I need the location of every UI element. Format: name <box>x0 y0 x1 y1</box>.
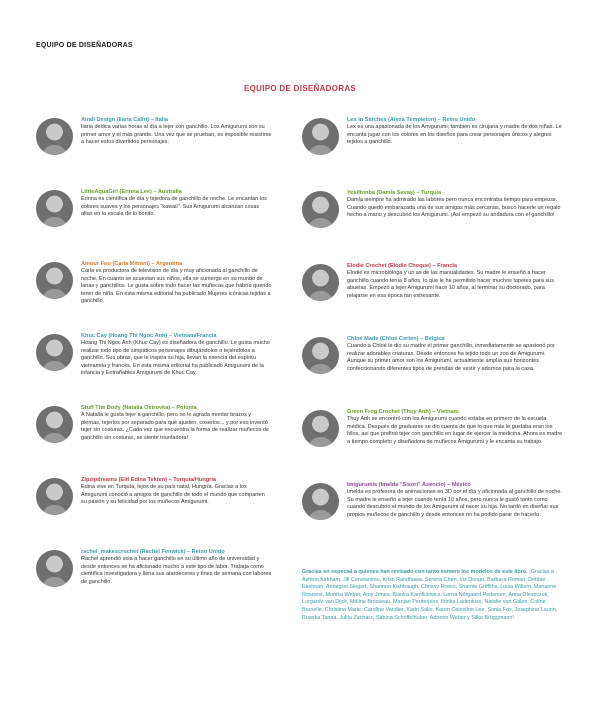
designers-right-column <box>302 116 564 554</box>
designer-photo <box>302 191 339 228</box>
designer-entry <box>36 332 272 404</box>
designer-name: Stuff The Body (Natalia Ostrovka) – Polonia <box>81 405 197 411</box>
designer-bio: Edina vive en Turquía, lejos de su país natal, Hungría. Gracias a los Amigurumi conoció a amigos de ganchillo de todo el mundo que comparten su pasión y su felicidad por los muñecos Amigurumi. <box>81 484 265 506</box>
designer-name: Airali Design (Ilaria Caliri) – Italia <box>81 117 169 123</box>
designer-name: Imigurumis (Imelda "Sisori" Asencio) – México <box>347 482 471 488</box>
designer-photo <box>36 262 73 299</box>
designer-bio: Cuando a Chloé le dio su madre el primer ganchillo, inmediatamente se apasionó por realizar adorables criaturas. Desde entonces ha tejido todo un zoo de Amigurumi. Aunque su primer amor son los Amigurumi, actualmente amplía sus horizontes confeccionando diferentes tipos de prendas de vestir y adornos para la casa. <box>347 343 555 372</box>
designer-entry <box>302 335 564 408</box>
designer-bio: Erinna es científica de día y tejedora de ganchillo de noche. Le encantan los colores suaves y los personajes "kawaii". Sus Amigurumi alcanzan cosas altas en la escala de lo bonito. <box>81 196 267 218</box>
designer-photo <box>302 337 339 374</box>
designer-entry <box>302 481 564 554</box>
designer-photo <box>36 334 73 371</box>
running-head: EQUIPO DE DISEÑADORAS <box>36 42 133 49</box>
designer-entry <box>302 262 564 335</box>
designer-bio: Lex es una apasionada de los Amigurumi; también es cirujana y madre de dos niñas. Le encanta jugar con los colores en los diseños para crear personajes únicos y alegres tejidos a ganchillo. <box>347 124 562 146</box>
designer-bio: Damla siempre ha admirado las labores pero nunca encontraba tiempo para empezar. Cuando quedó embarazada una de sus amigas más cercanas, buscó hacerle un regalo hecho a mano y descubrió los Amigurumi. ¡Así empezó su andadura con el ganchillo! <box>347 197 561 219</box>
designer-bio: Hoang Thi Ngoc Anh (Khuc Cay) es diseñadora de ganchillo. Le gusta mucho realizar todo tipo de simpáticos personajes dibujándolos o tejiéndolos a ganchillo. Sus obras, que le inspira su hija, llevan la esencia del espíritu vietnamita y francés. En esta misma editorial ha publicado Amigurumi de la infancia y Entrañables Amigurumi de Khuc Cay. <box>81 340 270 377</box>
designer-entry <box>302 408 564 481</box>
designer-entry <box>302 189 564 262</box>
designer-entry <box>36 188 272 260</box>
designer-photo <box>36 478 73 515</box>
designer-photo <box>36 118 73 155</box>
designer-name: Elodie Crochet (Elodie Choque) – Francia <box>347 263 458 269</box>
designer-name: Lex in Stitches (Alexa Templeton) – Reino Unido <box>347 117 476 123</box>
designer-bio: Ilaria dedica varias horas al día a tejer con ganchillo. Los Amigurumi son su primer amor y el más grande. Una vez que se prueban, es imposible resistirse a hacer estos divertidos personajes. <box>81 124 272 146</box>
designer-name: LittleAquaGirl (Erinna Lee) – Australia <box>81 189 182 195</box>
designer-photo <box>302 118 339 155</box>
designer-name: Yesiltonba (Damla Savaş) – Turquía <box>347 190 442 196</box>
designer-entry <box>36 116 272 188</box>
designer-bio: Carla es productora de televisión de día y muy aficionada al ganchillo de noche. En cuanto se acuestan sus niños, ella se sumerge en su mundo de lanas y ganchillos. Le gusta sobre todo hacer las muñecas que habría querido tener de niña. En esta misma editorial ha publicado Mujeres icónicas tejidas a ganchillo. <box>81 268 272 305</box>
designer-name: Zipzipdreams (Elif Edina Tekten) – Turquía/Hungría <box>81 477 216 483</box>
designer-bio: Thuy Anh se encontró con los Amigurumi cuando estaba en primero de la escuela médica. Después de graduarse se dio cuenta de que lo que más le gustaba eran los hilos, así que prefirió tejer con ganchillo en lugar de ejercer la medicina. Ahora es madre a tiempo completo y diseñadora de muñecos Amigurumi y le encanta su trabajo. <box>347 416 563 445</box>
designer-name: Chloé Made (Chloé Certen) – Bélgica <box>347 336 445 342</box>
designer-bio: A Natalia le gusta tejer a ganchillo, pero no le agrada montar brazos y piernas, tejerlos por separado para que ajusten, coserlos... y por eso inventó tejer sin costuras. ¿Cada vez que encuentra la forma de realizar muñecos de ganchillo sin costuras, se siente triunfadora! <box>81 412 270 441</box>
designers-left-column <box>36 116 272 620</box>
designer-photo <box>302 264 339 301</box>
designer-entry <box>36 260 272 332</box>
designer-photo <box>36 190 73 227</box>
acknowledgements-lead: Gracias en especial a quienes han revisado con tanto esmero los modelos de este libro. <box>302 569 528 575</box>
acknowledgements <box>302 569 564 622</box>
designer-entry <box>36 548 272 620</box>
designer-bio: Rachel aprendió sola a hacer ganchillo en su último año de universidad y desde entonces se ha aficionado mucho a este tipo de labor. Trabaja como científica investigadora y llena sus atardeceres y fines de semana con labores de ganchillo. <box>81 556 272 585</box>
designer-photo <box>36 406 73 443</box>
designer-entry <box>36 476 272 548</box>
designer-name: Khuc Cay (Hoang Thi Ngoc Anh) – Vietnam/Francia <box>81 333 217 339</box>
acknowledgements-text: ¡Gracias a Ashton Kirkham, Jill Constantino, Kristi Randhawa, Serena Chen, Iris Dongo, Barbara Roman, Debbie Eastman, Annegret Siegert, Shannon Kishbaugh, Chrissy Rivers, Sharnie Griffiths, Luisa Willem, Marianne Rosqvist, Monika Weber, Amy Jones, Bianka Karolkiewicz, Lorna Nörgaard Pedersen, Anna Oleszczuk, Lurgardo van Dijck, Méline Brosseau, Marijan Peuterjens, Ilonka Ladeniuss, Natalie van Galen, Coline Brunelle, Christina Marie, Caroline Vandier, Kadri Saks, Karen Celestine Lee, Sonia Fox, Josephine Laurin, Ruaska Tanaa, Julita Zacharz, Sabina Schöffelhuber, Adrienn Weber y Silke Brüggmann! <box>302 569 558 621</box>
designer-bio: Imelda es profesora de animaciones en 3D por el día y aficionada al ganchillo de noche. Su madre le enseñó a tejer cuando tenía 10 años, pero nunca le gustó tanto como cuando descubrió el mundo de los Amigurumi al nacer su hija. No tardó en diseñar sus propios muñecos de ganchillo y desde entonces no ha podido parar de hacerlo. <box>347 489 562 518</box>
designer-name: Amour Fou (Carla Mitrani) – Argentina <box>81 261 183 267</box>
designer-name: Green Frog Crochet (Thuy Anh) – Vietnam <box>347 409 459 415</box>
designer-name: rachel_makescrochet (Rachel Fenwick) – Reino Unido <box>81 549 225 555</box>
designer-photo <box>302 483 339 520</box>
designer-bio: Elodie es microbióloga y un as de las manualidades. Su madre le enseñó a hacer ganchillo cuando tenía 8 años, lo que le ha permitido hacer muchos tapetes para sus abuelas. Empezó a tejer Amigurumi hace 10 años, al terminar su doctorado, para relajarse en esa época tan estresante. <box>347 270 554 299</box>
designer-photo <box>302 410 339 447</box>
designer-entry <box>36 404 272 476</box>
designer-photo <box>36 550 73 587</box>
designer-entry <box>302 116 564 189</box>
page-title: EQUIPO DE DISEÑADORAS <box>243 84 357 93</box>
